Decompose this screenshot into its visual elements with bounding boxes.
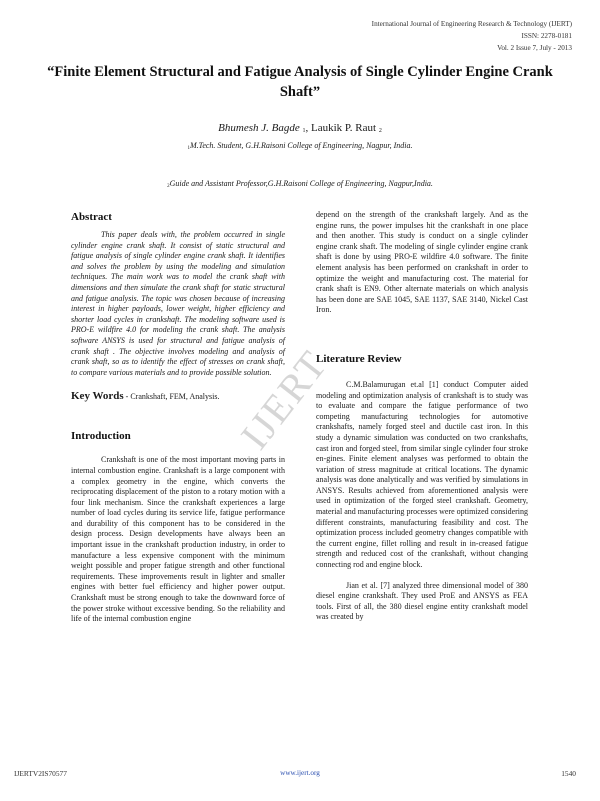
footer-page-number: 1540	[561, 769, 576, 778]
introduction-heading: Introduction	[71, 430, 131, 443]
abstract-heading: Abstract	[71, 211, 112, 223]
journal-volume: Vol. 2 Issue 7, July - 2013	[497, 44, 572, 52]
footer-paper-id: IJERTV2IS70577	[14, 769, 67, 778]
literature-review-heading: Literature Review	[316, 352, 402, 365]
affiliation-2	[0, 179, 600, 189]
paper-title: “Finite Element Structural and Fatigue Analysis of Single Cylinder Engine Crank Shaft”	[47, 64, 553, 100]
author-2-marker: 2	[378, 128, 382, 134]
keywords-line	[71, 390, 285, 403]
watermark: IJERT	[231, 341, 337, 458]
author-1: Bhumesh J. Bagde	[218, 122, 300, 134]
journal-name: International Journal of Engineering Research & Technology (IJERT)	[371, 20, 572, 28]
continuation-text: depend on the strength of the crankshaft largely. And as the engine runs, the power impulses hit the crankshaft in one place and then another. This study is conduct on a single cylinder engine crank shaft. The modeling of single cylinder engine crank shaft is done by using PRO-E wildfire 4.0 software. The finite element analysis has been performed on crankshaft in order to optimize the weight and manufacturing cost. The material for crank shaft is EN9. Other alternate materials on which analysis has been done are SAE 1045, SAE 1137, SAE 3140, Nickel Cast Iron.	[316, 210, 528, 315]
affiliation-1-marker: 1	[187, 146, 190, 151]
affiliation-1	[0, 141, 600, 151]
journal-header	[372, 18, 572, 54]
right-column	[316, 210, 528, 623]
abstract-text: This paper deals with, the problem occurred in single cylinder engine crank shaft. It consist of static structural and fatigue analysis of single cylinder engine crank shaft. It identifies and solves the problem by using the modeling and simulation techniques. The main work was to model the crank shaft with dimensions and then simulate the crank shaft for static structural and fatigue analysis. The topic was chosen because of increasing interest in higher payloads, lower weight, higher efficiency and shorter load cycles in crankshaft. The modeling software used is PRO-E wildfire 4.0 for modeling the crank shaft. The analysis software ANSYS is used for structural and fatigue analysis of crank shaft . The objective involves modeling and analysis of crank shaft, so as to identify the effect of stresses on crank shaft, to compare various materials and to provide possible solution.	[71, 230, 285, 377]
journal-issn: ISSN: 2278-0181	[521, 32, 572, 40]
keywords-text: - Crankshaft, FEM, Analysis.	[123, 392, 220, 402]
literature-paragraph-2: Jian et al. [7] analyzed three dimensional model of 380 diesel engine crankshaft. They used ProE and ANSYS as FEA tools. First of all, the 380 diesel engine entity crankshaft model was created by	[316, 580, 528, 622]
affiliation-2-text: Guide and Assistant Professor,G.H.Raisoni College of Engineering, Nagpur,India.	[169, 179, 433, 188]
author-line	[0, 122, 600, 134]
left-column	[71, 210, 285, 625]
author-1-marker: 1	[302, 128, 306, 134]
affiliation-2-marker: 2	[167, 184, 170, 189]
affiliation-1-text: M.Tech. Student, G.H.Raisoni College of Engineering, Nagpur, India.	[189, 141, 413, 150]
footer-website-link[interactable]: www.ijert.org	[280, 769, 320, 777]
literature-paragraph-1: C.M.Balamurugan et.al [1] conduct Computer aided modeling and optimization analysis of crankshaft is to study was to evaluate and compare the fatigue performance of two competing manufacturing technologies for automotive crankshafts, namely forged steel and ductile cast iron. In this study a dynamic simulation was conducted on two crankshafts, cast iron and forged steel, from similar single cylinder four stroke en-gines. Finite element analyses was performed to obtain the variation of stress magnitude at critical locations. The dynamic analysis was done analytically and was verified by simulations in ANSYS. Results achieved from aforementioned analysis were used in optimization of the forged steel crankshaft. Geometry, material and manufacturing processes were optimized considering different constraints, manufacturing feasibility and cost. The optimization process included geometry changes compatible with the current engine, fillet rolling and result in in-creased fatigue strength and reduced cost of the crankshaft, without changing connecting rod and engine block.	[316, 379, 528, 570]
author-separator: ,	[305, 122, 311, 134]
author-2: Laukik P. Raut	[310, 122, 377, 134]
introduction-text: Crankshaft is one of the most important moving parts in internal combustion engine. Crankshaft is a large component with a complex geometry in the engine, which converts the reciprocating displacement of the piston to a rotary motion with a four link mechanism. Since the crankshaft experiences a large number of load cycles during its service life, fatigue performance and durability of this component has to be considered in the design process. Design developments have always been an important issue in the crankshaft production industry, in order to manufacture a less expensive component with the minimum weight possible and proper fatigue strength and other functional requirements. These improvements result in lighter and smaller engines with better fuel efficiency and higher power output. Crankshaft must be strong enough to take the downward force of the power stroke without excessive bending. So the reliability and life of the internal combustion engine	[71, 455, 285, 624]
keywords-label: Key Words	[71, 390, 124, 403]
